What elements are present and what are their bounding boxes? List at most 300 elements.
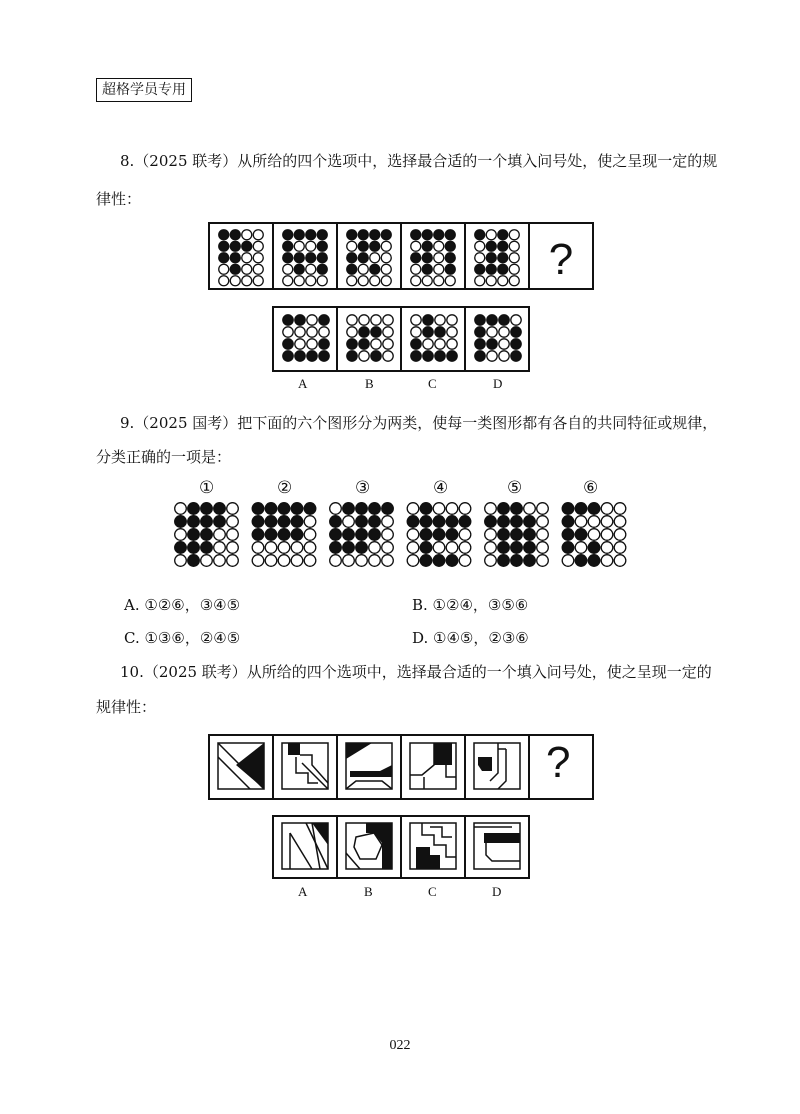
grid-dot (411, 315, 421, 325)
grid-dot (433, 555, 445, 567)
grid-dot (369, 555, 381, 567)
grid-dot (509, 264, 519, 274)
grid-dot (369, 529, 381, 541)
grid-dot (411, 230, 421, 240)
q8-text-line1: 8.（2025 联考）从所给的四个选项中，选择最合适的一个填入问号处，使之呈现一定的规 (120, 152, 718, 170)
grid-dot (422, 241, 432, 251)
grid-dot (175, 555, 187, 567)
q8-option-b-figure (347, 315, 393, 361)
grid-dot (498, 276, 508, 286)
grid-dot (219, 264, 229, 274)
grid-dot (343, 516, 355, 528)
grid-dot (575, 516, 587, 528)
grid-dot (330, 555, 342, 567)
grid-dot (253, 264, 263, 274)
grid-dot (227, 542, 239, 554)
q9-figure-number-4: ④ (433, 478, 449, 498)
grid-dot (575, 542, 587, 554)
grid-dot (601, 516, 613, 528)
grid-dot (407, 555, 419, 567)
q10-stem-cell-1 (218, 743, 264, 789)
grid-dot (614, 542, 626, 554)
grid-dot (201, 503, 213, 515)
grid-dot (446, 542, 458, 554)
grid-dot (291, 555, 303, 567)
grid-dot (358, 264, 368, 274)
grid-dot (278, 516, 290, 528)
grid-dot (498, 264, 508, 274)
grid-dot (253, 253, 263, 263)
grid-dot (253, 241, 263, 251)
grid-dot (283, 253, 293, 263)
q10-stem-figure (208, 734, 594, 800)
grid-dot (242, 230, 252, 240)
grid-dot (201, 555, 213, 567)
grid-dot (306, 264, 316, 274)
grid-dot (485, 516, 497, 528)
grid-dot (283, 230, 293, 240)
grid-dot (359, 351, 369, 361)
q10-option-b-figure (346, 823, 392, 869)
grid-dot (435, 327, 445, 337)
grid-dot (347, 327, 357, 337)
q9-figure-number-6: ⑥ (583, 478, 599, 498)
grid-dot (219, 276, 229, 286)
grid-dot (382, 516, 394, 528)
grid-dot (356, 529, 368, 541)
q10-text-line1: 10.（2025 联考）从所给的四个选项中，选择最合适的一个填入问号处，使之呈现一定的 (120, 663, 712, 681)
grid-dot (433, 529, 445, 541)
grid-dot (252, 555, 264, 567)
grid-dot (614, 529, 626, 541)
grid-dot (433, 516, 445, 528)
grid-dot (411, 264, 421, 274)
q9-figure-2 (252, 503, 316, 567)
grid-dot (306, 276, 316, 286)
grid-dot (562, 516, 574, 528)
q8-stem-cell-2 (283, 230, 328, 286)
grid-dot (317, 253, 327, 263)
grid-dot (358, 276, 368, 286)
q9-option-d[interactable]: D. ①④⑤，②③⑥ (412, 629, 529, 647)
q10-text-line2: 规律性： (96, 698, 157, 716)
grid-dot (242, 264, 252, 274)
grid-dot (319, 351, 329, 361)
grid-dot (537, 542, 549, 554)
grid-dot (435, 315, 445, 325)
grid-dot (381, 241, 391, 251)
grid-dot (278, 542, 290, 554)
q9-figure-number-3: ③ (355, 478, 371, 498)
grid-dot (601, 529, 613, 541)
grid-dot (317, 276, 327, 286)
grid-dot (435, 339, 445, 349)
grid-dot (423, 315, 433, 325)
grid-dot (343, 555, 355, 567)
grid-dot (294, 253, 304, 263)
grid-dot (485, 555, 497, 567)
grid-dot (383, 327, 393, 337)
grid-dot (524, 503, 536, 515)
grid-dot (422, 230, 432, 240)
grid-dot (422, 276, 432, 286)
grid-dot (511, 516, 523, 528)
grid-dot (511, 327, 521, 337)
grid-dot (294, 276, 304, 286)
grid-dot (498, 503, 510, 515)
q10-option-label-a: A (298, 884, 308, 899)
q9-figure-5 (485, 503, 549, 567)
grid-dot (358, 241, 368, 251)
grid-dot (214, 555, 226, 567)
page-number: 022 (389, 1038, 411, 1053)
grid-dot (369, 503, 381, 515)
grid-dot (214, 529, 226, 541)
q8-text-line2: 律性： (96, 190, 142, 208)
grid-dot (294, 264, 304, 274)
grid-dot (265, 555, 277, 567)
grid-dot (509, 276, 519, 286)
grid-dot (265, 529, 277, 541)
grid-dot (347, 241, 357, 251)
grid-dot (459, 503, 471, 515)
grid-dot (381, 230, 391, 240)
grid-dot (219, 253, 229, 263)
grid-dot (230, 241, 240, 251)
grid-dot (227, 555, 239, 567)
grid-dot (498, 253, 508, 263)
grid-dot (347, 276, 357, 286)
grid-dot (485, 503, 497, 515)
grid-dot (411, 241, 421, 251)
grid-dot (459, 542, 471, 554)
grid-dot (358, 253, 368, 263)
grid-dot (319, 339, 329, 349)
grid-dot (422, 253, 432, 263)
grid-dot (265, 516, 277, 528)
grid-dot (446, 555, 458, 567)
grid-dot (343, 529, 355, 541)
grid-dot (446, 503, 458, 515)
q9-option-a[interactable]: A. ①②⑥，③④⑤ (124, 596, 241, 614)
grid-dot (317, 241, 327, 251)
grid-dot (487, 351, 497, 361)
grid-dot (230, 276, 240, 286)
q9-option-b[interactable]: B. ①②④，③⑤⑥ (412, 596, 529, 614)
grid-dot (588, 503, 600, 515)
grid-dot (283, 351, 293, 361)
grid-dot (509, 253, 519, 263)
grid-dot (188, 503, 200, 515)
grid-dot (356, 516, 368, 528)
grid-dot (175, 542, 187, 554)
grid-dot (475, 276, 485, 286)
grid-dot (420, 503, 432, 515)
grid-dot (291, 516, 303, 528)
grid-dot (537, 516, 549, 528)
grid-dot (359, 339, 369, 349)
q10-stem-cell-5 (474, 743, 520, 789)
grid-dot (588, 555, 600, 567)
grid-dot (201, 542, 213, 554)
grid-dot (359, 327, 369, 337)
grid-dot (614, 516, 626, 528)
grid-dot (188, 555, 200, 567)
grid-dot (447, 351, 457, 361)
member-badge: 超格学员专用 (96, 78, 192, 102)
grid-dot (283, 339, 293, 349)
q9-figure-6 (562, 503, 626, 567)
grid-dot (294, 230, 304, 240)
grid-dot (601, 542, 613, 554)
grid-dot (486, 264, 496, 274)
grid-dot (601, 503, 613, 515)
q9-figure-number-5: ⑤ (507, 478, 523, 498)
grid-dot (575, 529, 587, 541)
grid-dot (562, 529, 574, 541)
grid-dot (509, 241, 519, 251)
q8-stem-figure (208, 222, 594, 290)
q8-option-label-d: D (493, 376, 503, 391)
grid-dot (295, 315, 305, 325)
grid-dot (407, 529, 419, 541)
q10-option-d-figure (474, 823, 520, 869)
grid-dot (227, 503, 239, 515)
grid-dot (252, 503, 264, 515)
grid-dot (278, 529, 290, 541)
grid-dot (283, 276, 293, 286)
grid-dot (499, 351, 509, 361)
grid-dot (434, 241, 444, 251)
q9-figures (170, 500, 630, 570)
grid-dot (524, 529, 536, 541)
grid-dot (588, 516, 600, 528)
grid-dot (347, 264, 357, 274)
grid-dot (420, 542, 432, 554)
grid-dot (475, 315, 485, 325)
grid-dot (498, 516, 510, 528)
grid-dot (499, 315, 509, 325)
grid-dot (475, 253, 485, 263)
grid-dot (423, 327, 433, 337)
q8-option-d-figure (475, 315, 521, 361)
q8-question-mark: ? (548, 235, 574, 284)
grid-dot (509, 230, 519, 240)
grid-dot (434, 230, 444, 240)
grid-dot (447, 327, 457, 337)
q9-option-c[interactable]: C. ①③⑥，②④⑤ (124, 629, 241, 647)
grid-dot (382, 555, 394, 567)
grid-dot (475, 327, 485, 337)
grid-dot (358, 230, 368, 240)
grid-dot (423, 339, 433, 349)
grid-dot (511, 529, 523, 541)
grid-dot (317, 264, 327, 274)
grid-dot (306, 253, 316, 263)
grid-dot (330, 516, 342, 528)
grid-dot (278, 555, 290, 567)
grid-dot (265, 542, 277, 554)
grid-dot (307, 315, 317, 325)
grid-dot (278, 503, 290, 515)
q10-stem-cell-3 (346, 743, 392, 789)
grid-dot (423, 351, 433, 361)
grid-dot (487, 315, 497, 325)
grid-dot (356, 555, 368, 567)
grid-dot (370, 230, 380, 240)
grid-dot (511, 315, 521, 325)
grid-dot (175, 503, 187, 515)
grid-dot (445, 253, 455, 263)
grid-dot (330, 503, 342, 515)
grid-dot (407, 516, 419, 528)
grid-dot (511, 339, 521, 349)
grid-dot (601, 555, 613, 567)
q8-option-label-b: B (365, 376, 374, 391)
q10-option-c-figure (410, 823, 456, 869)
grid-dot (381, 276, 391, 286)
grid-dot (575, 555, 587, 567)
grid-dot (537, 503, 549, 515)
grid-dot (214, 516, 226, 528)
grid-dot (283, 315, 293, 325)
grid-dot (447, 315, 457, 325)
grid-dot (487, 339, 497, 349)
grid-dot (317, 230, 327, 240)
grid-dot (359, 315, 369, 325)
grid-dot (188, 529, 200, 541)
grid-dot (253, 276, 263, 286)
grid-dot (370, 253, 380, 263)
grid-dot (304, 516, 316, 528)
grid-dot (475, 264, 485, 274)
grid-dot (511, 542, 523, 554)
grid-dot (485, 542, 497, 554)
q8-stem-cell-3 (347, 230, 392, 286)
grid-dot (475, 241, 485, 251)
grid-dot (498, 555, 510, 567)
grid-dot (347, 230, 357, 240)
grid-dot (175, 516, 187, 528)
grid-dot (486, 230, 496, 240)
grid-dot (304, 503, 316, 515)
grid-dot (411, 276, 421, 286)
grid-dot (382, 542, 394, 554)
grid-dot (411, 339, 421, 349)
grid-dot (283, 241, 293, 251)
grid-dot (537, 555, 549, 567)
grid-dot (371, 351, 381, 361)
grid-dot (304, 542, 316, 554)
grid-dot (459, 555, 471, 567)
grid-dot (230, 230, 240, 240)
grid-dot (420, 555, 432, 567)
grid-dot (486, 241, 496, 251)
grid-dot (371, 315, 381, 325)
grid-dot (434, 264, 444, 274)
grid-dot (434, 253, 444, 263)
q9-figure-number-2: ② (277, 478, 293, 498)
grid-dot (383, 351, 393, 361)
grid-dot (524, 516, 536, 528)
grid-dot (371, 339, 381, 349)
grid-dot (214, 503, 226, 515)
grid-dot (486, 253, 496, 263)
grid-dot (511, 555, 523, 567)
grid-dot (242, 241, 252, 251)
grid-dot (433, 503, 445, 515)
grid-dot (201, 516, 213, 528)
grid-dot (614, 503, 626, 515)
grid-dot (381, 253, 391, 263)
q10-option-a-figure (282, 823, 328, 869)
q8-stem-cell-1 (219, 230, 264, 286)
grid-dot (422, 264, 432, 274)
grid-dot (230, 264, 240, 274)
q9-figure-1 (175, 503, 239, 567)
grid-dot (319, 327, 329, 337)
grid-dot (319, 315, 329, 325)
grid-dot (370, 276, 380, 286)
grid-dot (382, 529, 394, 541)
grid-dot (562, 555, 574, 567)
grid-dot (445, 276, 455, 286)
grid-dot (307, 351, 317, 361)
grid-dot (486, 276, 496, 286)
grid-dot (227, 529, 239, 541)
q9-text-line1: 9.（2025 国考）把下面的六个图形分为两类，使每一类图形都有各自的共同特征或规律， (120, 414, 718, 432)
grid-dot (475, 339, 485, 349)
q8-options-figure (272, 306, 530, 372)
grid-dot (614, 555, 626, 567)
grid-dot (420, 516, 432, 528)
q10-stem-cell-4 (410, 743, 456, 789)
q10-option-label-d: D (492, 884, 502, 899)
grid-dot (252, 529, 264, 541)
grid-dot (511, 351, 521, 361)
grid-dot (219, 230, 229, 240)
grid-dot (537, 529, 549, 541)
grid-dot (407, 542, 419, 554)
grid-dot (475, 230, 485, 240)
grid-dot (575, 503, 587, 515)
grid-dot (252, 516, 264, 528)
grid-dot (230, 253, 240, 263)
grid-dot (347, 339, 357, 349)
grid-dot (253, 230, 263, 240)
grid-dot (459, 529, 471, 541)
q9-text-line2: 分类正确的一项是： (96, 448, 232, 466)
grid-dot (371, 327, 381, 337)
q9-figure-number-1: ① (199, 478, 215, 498)
grid-dot (588, 542, 600, 554)
grid-dot (562, 503, 574, 515)
grid-dot (330, 529, 342, 541)
grid-dot (306, 230, 316, 240)
q10-option-label-c: C (428, 884, 437, 899)
grid-dot (369, 516, 381, 528)
q8-option-label-a: A (298, 376, 308, 391)
grid-dot (201, 529, 213, 541)
grid-dot (383, 339, 393, 349)
grid-dot (265, 503, 277, 515)
grid-dot (435, 351, 445, 361)
grid-dot (188, 516, 200, 528)
grid-dot (370, 264, 380, 274)
grid-dot (499, 339, 509, 349)
grid-dot (498, 230, 508, 240)
q9-figure-3 (330, 503, 394, 567)
